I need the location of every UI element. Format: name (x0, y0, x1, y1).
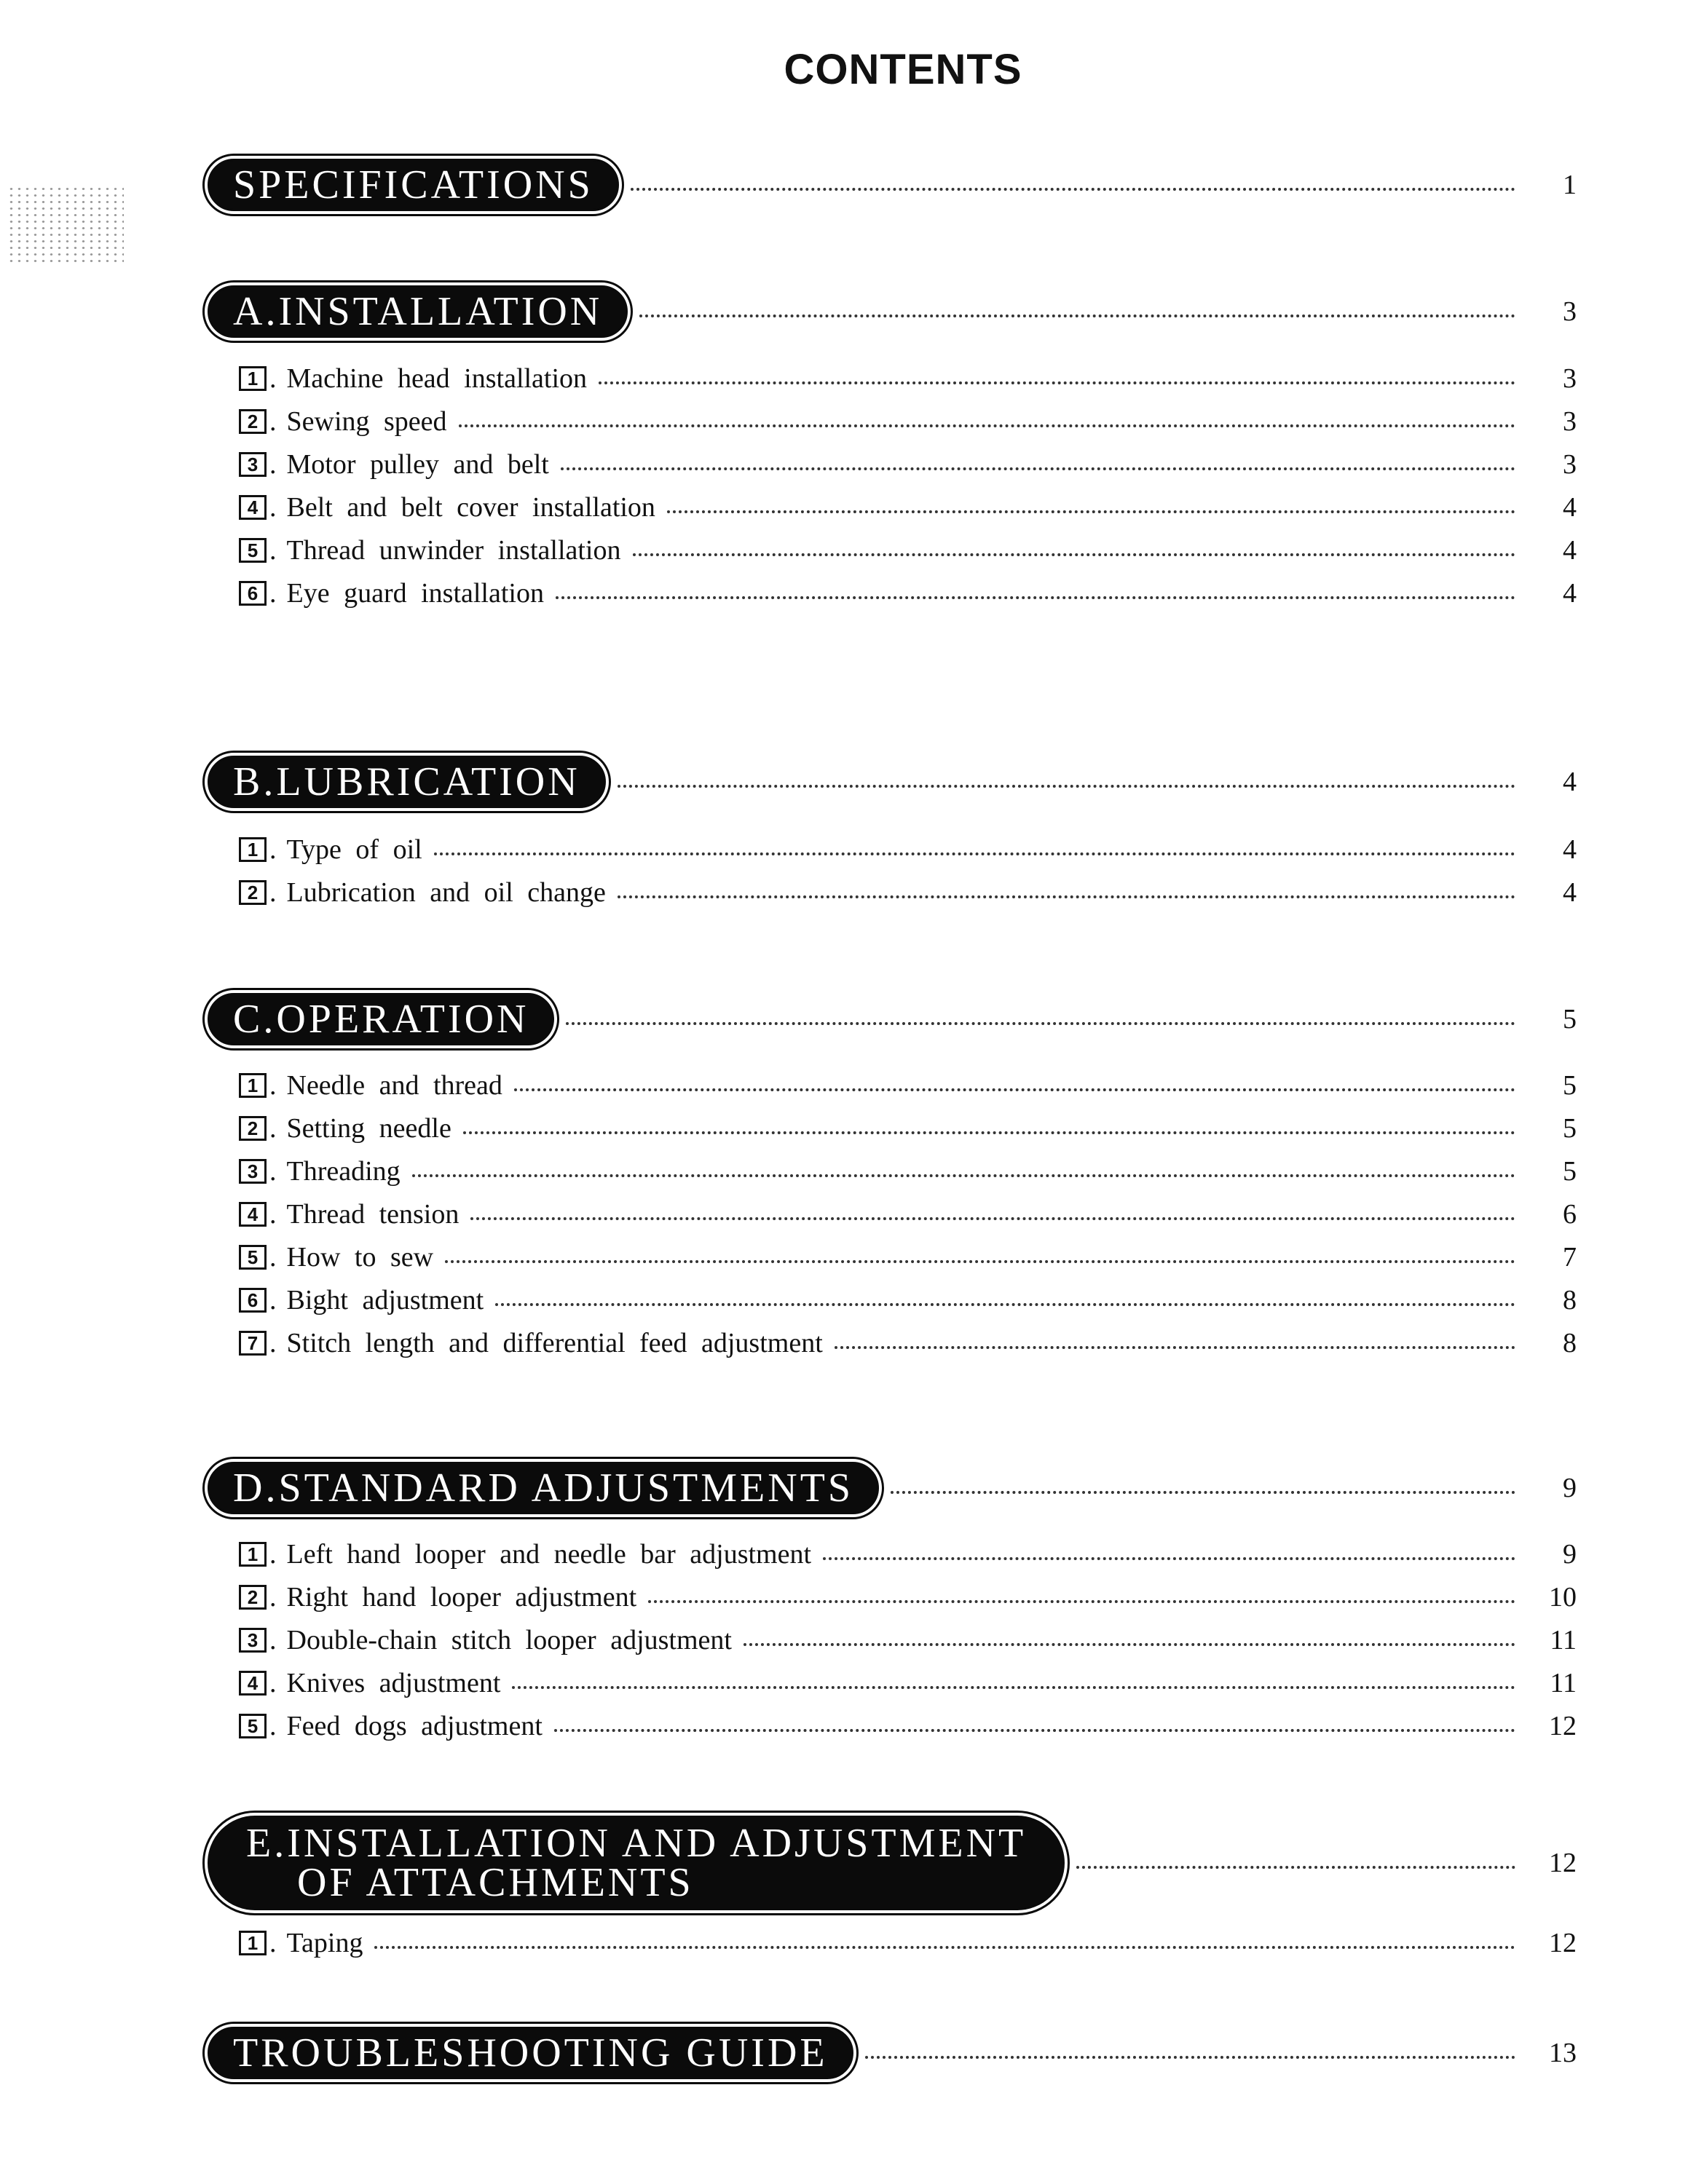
item-number-box: 4 (239, 1671, 267, 1696)
page-number: 12 (1549, 1928, 1577, 1958)
section-heading: A.INSTALLATION (208, 285, 628, 338)
page-number: 11 (1550, 1625, 1577, 1655)
dot-leader (374, 1946, 1515, 1949)
page-number: 5 (1563, 1113, 1577, 1144)
dot-leader (823, 1557, 1515, 1560)
dot-leader (561, 467, 1515, 470)
dot-leader (434, 852, 1515, 855)
section-heading-line1: E.INSTALLATION AND ADJUSTMENT (246, 1821, 1027, 1866)
section-heading-line2: OF ATTACHMENTS (297, 1860, 694, 1905)
page-number: 10 (1549, 1582, 1577, 1613)
item-number-box: 3 (239, 1628, 267, 1653)
page-number: 5 (1563, 1070, 1577, 1101)
toc-section-lubrication[interactable] (208, 756, 1577, 808)
item-label: Right hand looper adjustment (286, 1582, 637, 1613)
dot-leader (648, 1600, 1515, 1603)
page-number: 9 (1563, 1539, 1577, 1570)
dot-leader (459, 424, 1515, 427)
page-number: 4 (1563, 578, 1577, 609)
page-number: 4 (1563, 535, 1577, 566)
page-number: 4 (1563, 834, 1577, 865)
item-number-box: 6 (239, 581, 267, 606)
toc-item[interactable]: 2 . Right hand looper adjustment 10 (239, 1580, 1577, 1614)
dot-leader (667, 510, 1515, 513)
toc-item[interactable]: 3 . Double-chain stitch looper adjustment 11 (239, 1623, 1577, 1657)
dot-leader (470, 1217, 1515, 1220)
page-number: 5 (1563, 1004, 1577, 1034)
page-number: 12 (1549, 1711, 1577, 1741)
item-number-box: 2 (239, 409, 267, 434)
page-title: CONTENTS (784, 46, 1022, 93)
page-number: 4 (1563, 492, 1577, 523)
item-number-box: 1 (239, 1542, 267, 1567)
dot-leader (865, 2056, 1515, 2059)
item-label: Motor pulley and belt (286, 449, 549, 480)
item-label: Feed dogs adjustment (286, 1711, 543, 1741)
section-heading: B.LUBRICATION (208, 756, 606, 808)
item-number-box: 2 (239, 1585, 267, 1610)
item-label: How to sew (286, 1242, 434, 1273)
item-number-box: 5 (239, 538, 267, 563)
page-number: 3 (1563, 406, 1577, 437)
item-label: Bight adjustment (286, 1285, 484, 1315)
dot-leader (445, 1260, 1515, 1263)
dot-leader (495, 1303, 1515, 1306)
toc-item[interactable]: 3 . Motor pulley and belt 3 (239, 448, 1577, 481)
dot-leader (556, 596, 1515, 599)
toc-section-specifications[interactable] (208, 159, 1577, 211)
section-heading: D.STANDARD ADJUSTMENTS (208, 1462, 879, 1514)
toc-item[interactable]: 6 . Eye guard installation 4 (239, 577, 1577, 610)
dot-leader (512, 1686, 1515, 1689)
section-heading: SPECIFICATIONS (208, 159, 619, 211)
toc-item[interactable]: 5 . Feed dogs adjustment 12 (239, 1709, 1577, 1743)
item-number-box: 1 (239, 1931, 267, 1955)
page-number: 1 (1563, 170, 1577, 200)
toc-item[interactable]: 4 . Thread tension 6 (239, 1198, 1577, 1231)
item-number-box: 4 (239, 495, 267, 520)
page-number: 8 (1563, 1328, 1577, 1358)
item-label: Setting needle (286, 1113, 451, 1144)
page-number: 13 (1549, 2038, 1577, 2068)
item-number-box: 1 (239, 837, 267, 862)
item-label: Machine head installation (286, 363, 588, 394)
toc-item[interactable]: 4 . Belt and belt cover installation 4 (239, 491, 1577, 524)
dot-leader (631, 188, 1515, 191)
item-label: Thread unwinder installation (286, 535, 621, 566)
dot-leader (618, 895, 1515, 898)
section-heading: C.OPERATION (208, 993, 554, 1045)
dot-leader (554, 1729, 1515, 1732)
toc-item[interactable]: 4 . Knives adjustment 11 (239, 1666, 1577, 1700)
toc-item[interactable]: 2 . Lubrication and oil change 4 (239, 876, 1577, 909)
item-number-box: 1 (239, 1073, 267, 1098)
item-number-box: 3 (239, 452, 267, 477)
item-number-box: 3 (239, 1159, 267, 1184)
dot-leader (744, 1643, 1515, 1646)
toc-section-installation[interactable] (208, 285, 1577, 338)
toc-item[interactable]: 3 . Threading 5 (239, 1155, 1577, 1188)
page-number: 8 (1563, 1285, 1577, 1315)
toc-item[interactable]: 5 . Thread unwinder installation 4 (239, 534, 1577, 567)
item-label: Left hand looper and needle bar adjustment (286, 1539, 812, 1570)
dot-leader (599, 381, 1515, 384)
item-label: Sewing speed (286, 406, 447, 437)
dot-leader (891, 1491, 1515, 1494)
item-number-box: 5 (239, 1714, 267, 1738)
dot-leader (835, 1346, 1515, 1349)
toc-item[interactable]: 6 . Bight adjustment 8 (239, 1283, 1577, 1317)
item-label: Eye guard installation (286, 578, 544, 609)
item-label: Type of oil (286, 834, 422, 865)
item-label: Knives adjustment (286, 1668, 501, 1698)
toc-section-operation[interactable] (208, 993, 1577, 1045)
section-heading (208, 1816, 1065, 1910)
toc-section-attachments[interactable] (208, 1816, 1577, 1910)
toc-item[interactable]: 1 . Machine head installation 3 (239, 362, 1577, 395)
page-number: 12 (1549, 1848, 1577, 1878)
item-label: Lubrication and oil change (286, 877, 606, 908)
page-number: 11 (1550, 1668, 1577, 1698)
page-number: 7 (1563, 1242, 1577, 1273)
item-number-box: 5 (239, 1245, 267, 1270)
toc-item[interactable]: 1 . Left hand looper and needle bar adjustment 9 (239, 1538, 1577, 1571)
toc-section-standard-adjustments[interactable] (208, 1462, 1577, 1514)
item-number-box: 2 (239, 1116, 267, 1141)
item-label: Thread tension (286, 1199, 460, 1230)
item-label: Belt and belt cover installation (286, 492, 655, 523)
toc-item[interactable]: 1 . Taping 12 (239, 1926, 1577, 1960)
page-number: 6 (1563, 1199, 1577, 1230)
page-number: 3 (1563, 449, 1577, 480)
toc-item[interactable]: 2 . Sewing speed 3 (239, 405, 1577, 438)
item-number-box: 7 (239, 1331, 267, 1356)
page-number: 3 (1563, 296, 1577, 327)
page-number: 3 (1563, 363, 1577, 394)
item-label: Double-chain stitch looper adjustment (286, 1625, 732, 1655)
item-label: Stitch length and differential feed adjustment (286, 1328, 823, 1358)
dot-leader (633, 553, 1516, 556)
page-number: 4 (1563, 767, 1577, 797)
page-number: 5 (1563, 1156, 1577, 1187)
page-number: 4 (1563, 877, 1577, 908)
toc-section-troubleshooting[interactable] (208, 2027, 1577, 2079)
section-heading: TROUBLESHOOTING GUIDE (208, 2027, 853, 2079)
dot-leader (514, 1088, 1515, 1091)
page-number: 9 (1563, 1473, 1577, 1503)
dot-leader (566, 1022, 1515, 1025)
toc-item[interactable]: 1 . Needle and thread 5 (239, 1069, 1577, 1102)
scan-speckle (7, 186, 124, 266)
toc-item[interactable]: 1 . Type of oil 4 (239, 833, 1577, 866)
item-label: Needle and thread (286, 1070, 502, 1101)
toc-item[interactable]: 2 . Setting needle 5 (239, 1112, 1577, 1145)
dot-leader (412, 1174, 1515, 1177)
item-number-box: 1 (239, 366, 267, 391)
item-label: Taping (286, 1928, 363, 1958)
dot-leader (1076, 1866, 1515, 1869)
dot-leader (618, 785, 1515, 788)
toc-item[interactable]: 7 . Stitch length and differential feed adjustment 8 (239, 1326, 1577, 1360)
item-number-box: 4 (239, 1202, 267, 1227)
dot-leader (639, 314, 1515, 317)
item-label: Threading (286, 1156, 401, 1187)
toc-item[interactable]: 5 . How to sew 7 (239, 1241, 1577, 1274)
dot-leader (463, 1131, 1515, 1134)
item-number-box: 2 (239, 880, 267, 905)
item-number-box: 6 (239, 1288, 267, 1313)
